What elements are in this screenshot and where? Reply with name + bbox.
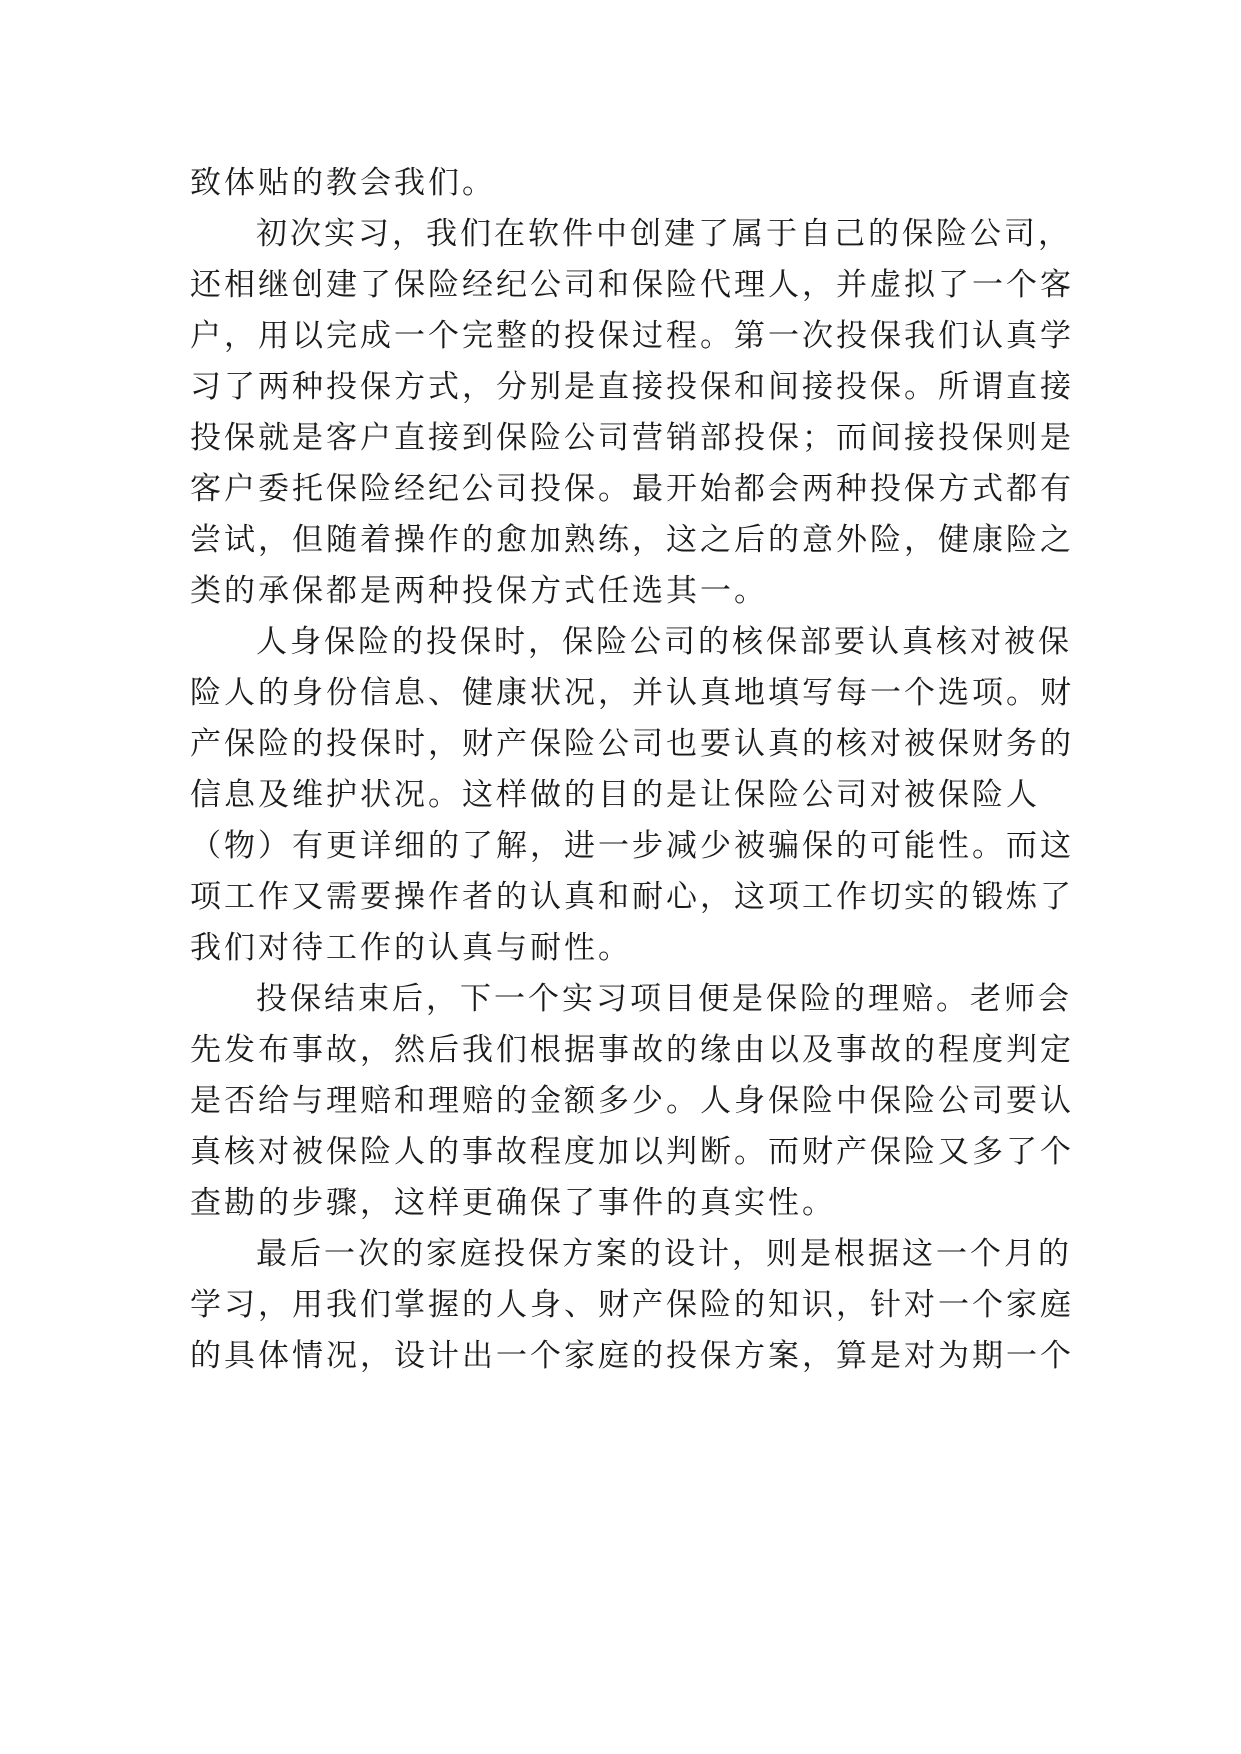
text-line: 真核对被保险人的事故程度加以判断。而财产保险又多了个 — [190, 1134, 1074, 1170]
text-line: 致体贴的教会我们。 — [190, 165, 496, 201]
text-line: 类的承保都是两种投保方式任选其一。 — [190, 573, 768, 609]
text-line: 户，用以完成一个完整的投保过程。第一次投保我们认真学 — [190, 318, 1074, 354]
text-line: 是否给与理赔和理赔的金额多少。人身保险中保险公司要认 — [190, 1083, 1074, 1119]
text-line: 投保就是客户直接到保险公司营销部投保；而间接投保则是 — [190, 420, 1074, 456]
text-line: 还相继创建了保险经纪公司和保险代理人，并虚拟了一个客 — [190, 267, 1074, 303]
text-line: 查勘的步骤，这样更确保了事件的真实性。 — [190, 1185, 836, 1221]
text-line: 最后一次的家庭投保方案的设计，则是根据这一个月的 — [256, 1236, 1072, 1272]
text-line: 学习，用我们掌握的人身、财产保险的知识，针对一个家庭 — [190, 1287, 1074, 1323]
text-line: 客户委托保险经纪公司投保。最开始都会两种投保方式都有 — [190, 471, 1074, 507]
text-line: 项工作又需要操作者的认真和耐心，这项工作切实的锻炼了 — [190, 879, 1074, 915]
text-line: （物）有更详细的了解，进一步减少被骗保的可能性。而这 — [190, 828, 1074, 864]
text-line: 的具体情况，设计出一个家庭的投保方案，算是对为期一个 — [190, 1338, 1074, 1374]
text-line: 先发布事故，然后我们根据事故的缘由以及事故的程度判定 — [190, 1032, 1074, 1068]
document-body — [190, 158, 1074, 1382]
text-line: 尝试，但随着操作的愈加熟练，这之后的意外险，健康险之 — [190, 522, 1074, 558]
text-line: 初次实习，我们在软件中创建了属于自己的保险公司， — [256, 216, 1072, 252]
text-line: 我们对待工作的认真与耐性。 — [190, 930, 632, 966]
text-line: 投保结束后，下一个实习项目便是保险的理赔。老师会 — [256, 981, 1072, 1017]
text-line: 习了两种投保方式，分别是直接投保和间接投保。所谓直接 — [190, 369, 1074, 405]
text-line: 产保险的投保时，财产保险公司也要认真的核对被保财务的 — [190, 726, 1074, 762]
text-line: 险人的身份信息、健康状况，并认真地填写每一个选项。财 — [190, 675, 1074, 711]
text-line: 人身保险的投保时，保险公司的核保部要认真核对被保 — [256, 624, 1072, 660]
text-line: 信息及维护状况。这样做的目的是让保险公司对被保险人 — [190, 777, 1040, 813]
